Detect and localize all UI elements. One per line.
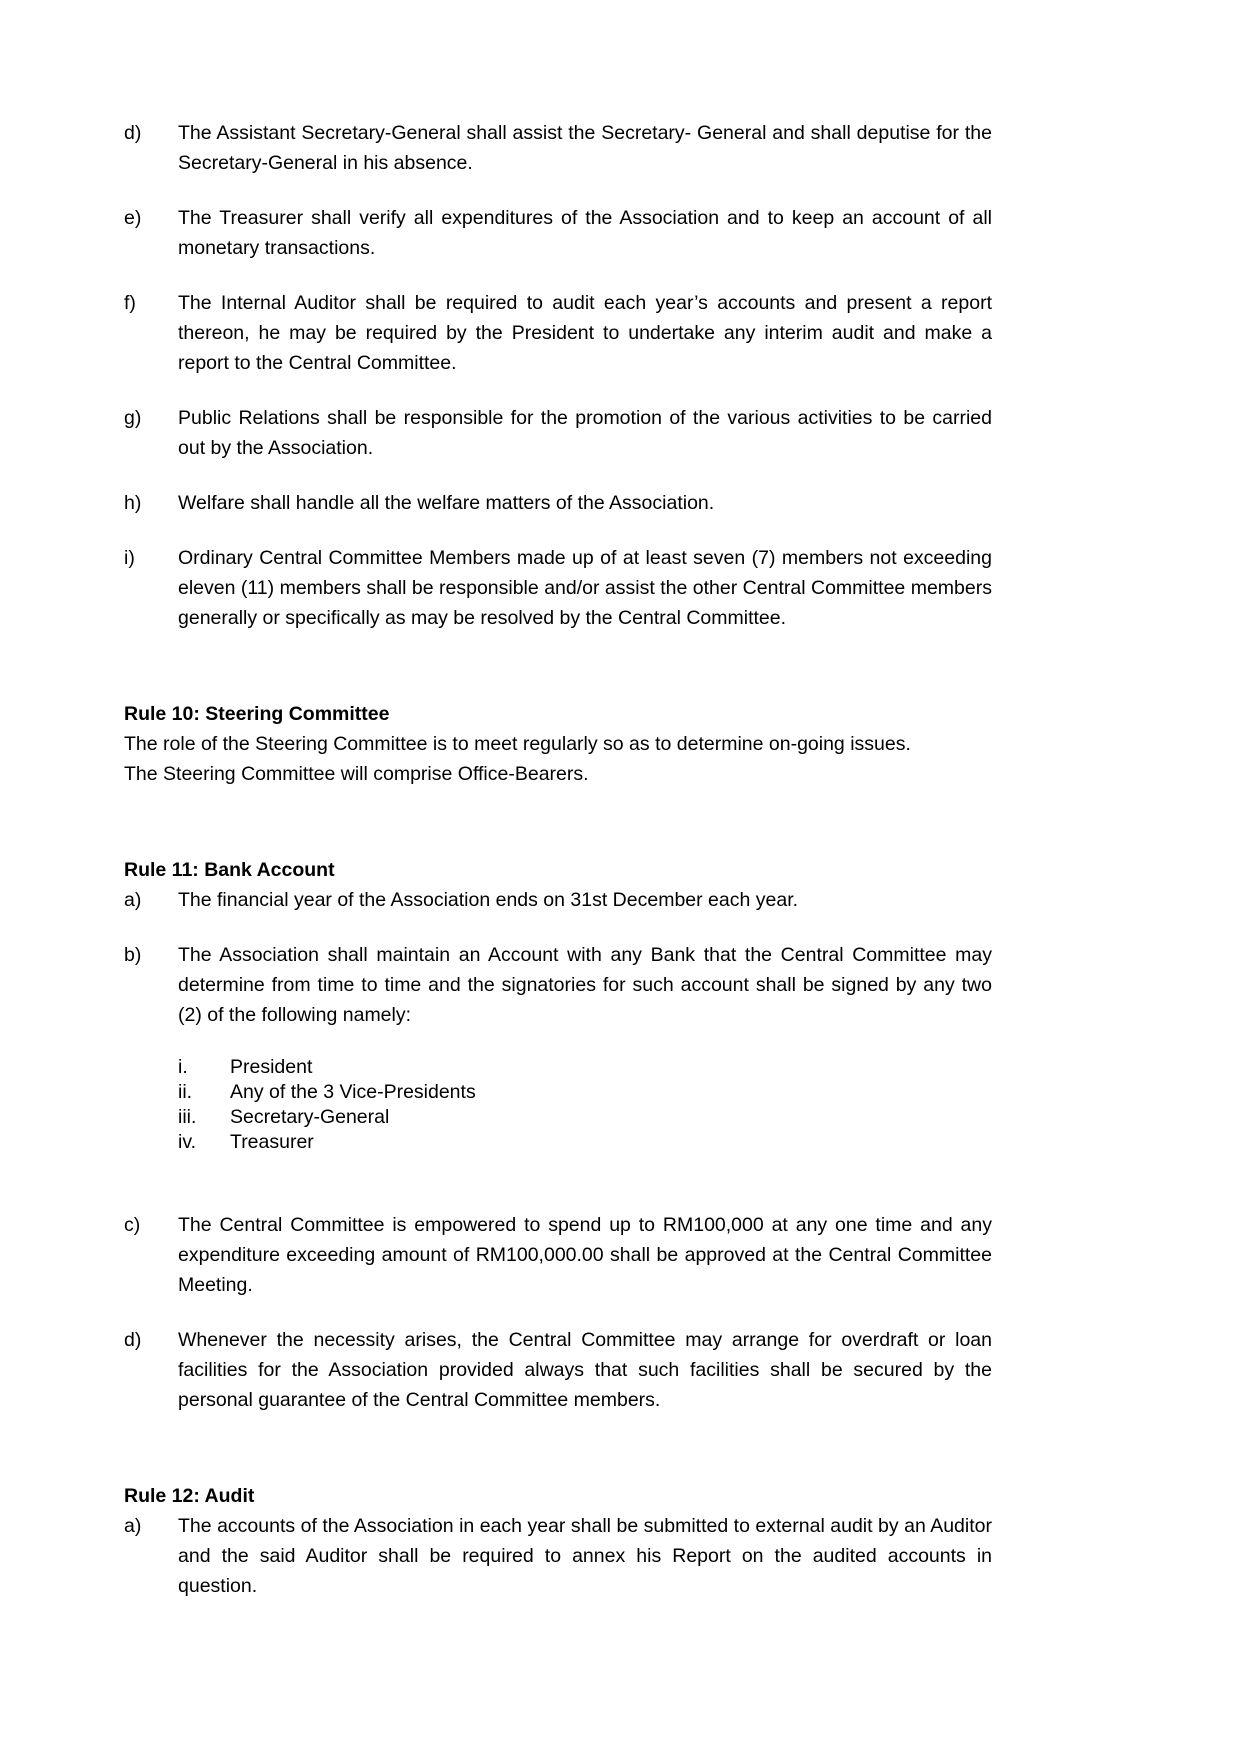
clause-marker: c) <box>124 1214 141 1236</box>
rule-11-block <box>124 855 992 1415</box>
spacer <box>124 1155 992 1210</box>
clause-marker: a) <box>124 889 142 911</box>
clause-marker: d) <box>124 122 142 144</box>
clause-marker: f) <box>124 292 136 314</box>
signatory-item <box>178 1105 992 1130</box>
clause-g <box>124 403 992 463</box>
clause-text: Whenever the necessity arises, the Central Committee may arrange for overdraft or loan facilities for the Association provided always that such facilities shall be secured by the personal guarantee of the Central Committee members. <box>178 1329 992 1411</box>
clause-text: The financial year of the Association ends on 31st December each year. <box>178 889 799 911</box>
signatories-list <box>178 1055 992 1155</box>
signatory-label: Treasurer <box>230 1131 314 1153</box>
signatory-marker: iii. <box>178 1106 197 1128</box>
signatory-label: Any of the 3 Vice-Presidents <box>230 1081 476 1103</box>
clause-text: The Treasurer shall verify all expenditures of the Association and to keep an account of all monetary transactions. <box>178 207 992 259</box>
rule-10-block <box>124 699 992 789</box>
signatory-item <box>178 1055 992 1080</box>
clause-h <box>124 488 992 518</box>
signatory-item <box>178 1130 992 1155</box>
signatory-marker: iv. <box>178 1131 197 1153</box>
clause-f <box>124 288 992 378</box>
rule-10-heading: Rule 10: Steering Committee <box>124 703 390 725</box>
clause-marker: b) <box>124 944 142 966</box>
rule-11-heading: Rule 11: Bank Account <box>124 859 335 881</box>
clause-marker: e) <box>124 207 142 229</box>
clause-text: Welfare shall handle all the welfare matters of the Association. <box>178 492 715 514</box>
clause-text: The Internal Auditor shall be required to audit each year’s accounts and present a report thereon, he may be required by the President to undertake any interim audit and make a report to the Central Committee. <box>178 292 992 374</box>
clause-text: The Assistant Secretary-General shall assist the Secretary- General and shall deputise for the Secretary-General in his absence. <box>178 122 992 174</box>
signatory-marker: i. <box>178 1056 188 1078</box>
rule-11-clause-a <box>124 885 992 915</box>
clause-marker: g) <box>124 407 142 429</box>
spacer <box>124 789 992 855</box>
signatory-item <box>178 1080 992 1105</box>
spacer <box>124 633 992 699</box>
spacer <box>124 1030 992 1055</box>
clause-marker: a) <box>124 1515 142 1537</box>
spacer <box>124 915 992 940</box>
clause-text: The Central Committee is empowered to spend up to RM100,000 at any one time and any expenditure exceeding amount of RM100,000.00 shall be approved at the Central Committee Meeting. <box>178 1214 992 1296</box>
clause-text: The accounts of the Association in each year shall be submitted to external audit by an Auditor and the said Auditor shall be required to annex his Report on the audited accounts in question. <box>178 1515 992 1597</box>
signatory-marker: ii. <box>178 1081 193 1103</box>
rule-12-heading: Rule 12: Audit <box>124 1485 255 1507</box>
rule-11-clause-b <box>124 940 992 1030</box>
clause-text: Ordinary Central Committee Members made up of at least seven (7) members not exceeding eleven (11) members shall be responsible and/or assist the other Central Committee members generally or specifically as may be resolved by the Central Committee. <box>178 547 992 629</box>
clause-d <box>124 118 992 178</box>
page-content <box>124 118 992 1601</box>
rule-10-intro: The role of the Steering Committee is to meet regularly so as to determine on-going issues. The Steering Committee will comprise Office-Bearers. <box>124 733 911 785</box>
rule-11-clause-d <box>124 1325 992 1415</box>
clause-e <box>124 203 992 263</box>
clause-text: The Association shall maintain an Account with any Bank that the Central Committee may determine from time to time and the signatories for such account shall be signed by any two (2) of the following namely: <box>178 944 992 1026</box>
signatory-label: Secretary-General <box>230 1106 390 1128</box>
signatory-label: President <box>230 1056 313 1078</box>
rule-11-clause-c <box>124 1210 992 1300</box>
clause-text: Public Relations shall be responsible for the promotion of the various activities to be carried out by the Association. <box>178 407 992 459</box>
clause-marker: d) <box>124 1329 142 1351</box>
clause-marker: i) <box>124 547 135 569</box>
rule-12-block <box>124 1481 992 1601</box>
clause-marker: h) <box>124 492 142 514</box>
rule-12-clause-a <box>124 1511 992 1601</box>
clause-i <box>124 543 992 633</box>
spacer <box>124 1415 992 1481</box>
